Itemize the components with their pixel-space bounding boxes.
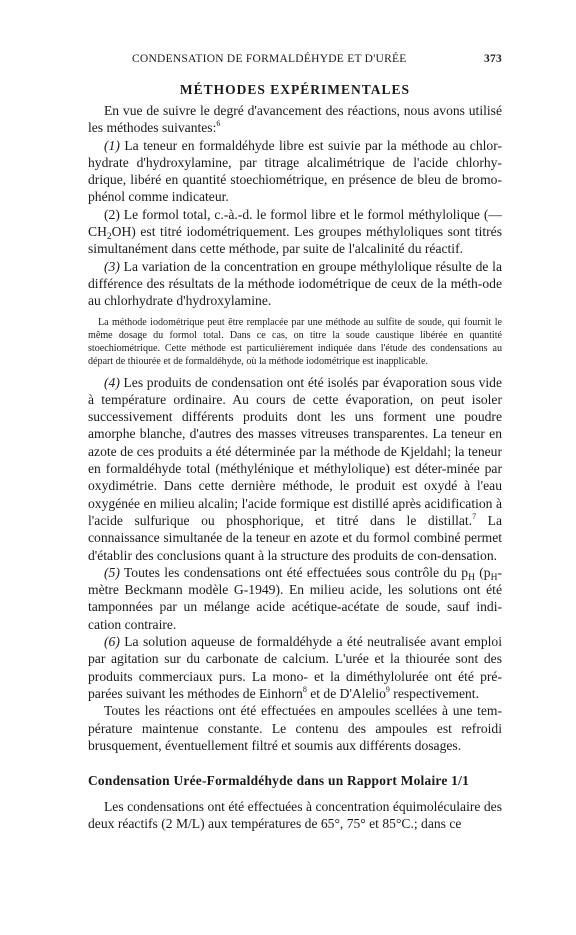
item-number: (6) — [104, 634, 120, 650]
paragraph-sealed-ampoules: Toutes les réactions ont été effectuées en ampoules scellées à une tem-pérature maintenue constante. Le contenu des ampoules est refroidi brusquement, éventuellement filtré et soumis aux différents dosages. — [88, 703, 502, 753]
item-text: Le formol total, c.-à.-d. le formol libre et le formol méthylolique (—CH — [88, 206, 502, 240]
small-print-note: La méthode iodométrique peut être remplacée par une méthode au sulfite de soude, qui fournit le même dosage du formol total. Dans ce cas, on titre la soude caustique libérée en quantité stoechiométrique. Cette méthode est particulièrement indiquée dans l'étude des condensations au départ de thiourée et de formaldéhyde, où la méthode iodométrique est inapplicable. — [88, 316, 502, 367]
method-item-5 — [88, 564, 502, 633]
item-number: (1) — [104, 137, 120, 153]
item-text: OH) est titré iodométriquement. Les groupes méthyloliques sont titrés simultanément dans cette méthode, par suite de l'alcalinité du réactif. — [88, 224, 502, 257]
subheading: Condensation Urée-Formaldéhyde dans un Rapport Molaire 1/1 — [88, 773, 470, 789]
item-text: (p — [474, 564, 491, 580]
intro-text: En vue de suivre le degré d'avancement des réactions, nous avons utilisé les méthodes suivantes: — [88, 103, 502, 136]
page — [88, 52, 502, 833]
method-item-1 — [88, 137, 502, 206]
running-head-title: CONDENSATION DE FORMALDÉHYDE ET D'URÉE — [132, 53, 407, 65]
item-text: respectivement. — [389, 685, 479, 701]
subscript: H — [490, 572, 498, 583]
reference-8: 8 — [302, 684, 307, 694]
item-text: La connaissance simultanée de la teneur en azote et du formol combiné permet d'établir des conclusions quant à la structure des produits de con-densation. — [88, 512, 502, 563]
subscript: H — [468, 572, 475, 583]
item-text: Les produits de condensation ont été isolés par évaporation sous vide à température ordinaire. Au cours de cette évaporation, on peut isoler successivement différents produits dont les uns forment une poudre amorphe blanche, d'autres des masses vitreuses transparentes. La teneur en azote de ces produits a été déterminée par la méthode de Kjeldahl; la teneur en formaldéhyde total (méthylénique et méthylolique) est déter-minée par oxydimétrie. Dans cette dernière méthode, le produit est oxydé à l'eau oxygénée en milieu alcalin; l'acide formique est distillé après acidification à l'acide sulfurique ou phosphorique, et titré dans le distillat. — [88, 374, 502, 528]
item-text: La solution aqueuse de formaldéhyde a été neutralisée avant emploi par agitation sur du carbonate de calcium. L'urée et la thiourée sont des produits commerciaux purs. La mono- et la diméthylolurée ont été pré-parées suivant les méthodes de Einhorn — [88, 634, 502, 701]
subscript: 2 — [106, 232, 112, 243]
item-number: (3) — [104, 258, 120, 274]
method-item-6 — [88, 633, 502, 702]
reference-9: 9 — [385, 684, 390, 694]
item-text: et de D'Alelio — [306, 685, 386, 701]
paragraph-condensations: Les condensations ont été effectuées à concentration équimoléculaire des deux réactifs (2 M/L) aux températures de 65°, 75° et 85°C.; dans ce — [88, 799, 502, 832]
method-item-2 — [88, 206, 502, 258]
method-item-4 — [88, 374, 502, 564]
section-title: MÉTHODES EXPÉRIMENTALES — [179, 82, 411, 97]
reference-6: 6 — [216, 119, 221, 129]
intro-paragraph — [88, 102, 502, 137]
reference-7: 7 — [472, 511, 477, 521]
page-number: 373 — [484, 53, 502, 65]
item-text: Toutes les condensations ont été effectuées sous contrôle du p — [119, 564, 469, 580]
item-text: La teneur en formaldéhyde libre est suivie par la méthode au chlor-hydrate d'hydroxylamine, par titrage alcalimétrique de l'acide chlorhy-drique, libéré en quantité stoechiométrique, en présence de bleu de bromo-phénol comme indicateur. — [88, 137, 502, 205]
item-number: (5) — [104, 564, 120, 580]
item-text: La variation de la concentration en groupe méthylolique résulte de la différence des résultats de la méthode iodométrique de ceux de la méth-ode au chlorhydrate d'hydroxylamine. — [88, 258, 502, 309]
item-number: (2) — [104, 206, 120, 222]
item-text: -mètre Beckmann modèle G-1949). En milieu acide, les solutions ont été tamponnées par un mélange acide acétique-acétate de soude, sauf indi-cation contraire. — [88, 564, 502, 632]
item-number: (4) — [104, 374, 120, 390]
method-item-3 — [88, 258, 502, 310]
